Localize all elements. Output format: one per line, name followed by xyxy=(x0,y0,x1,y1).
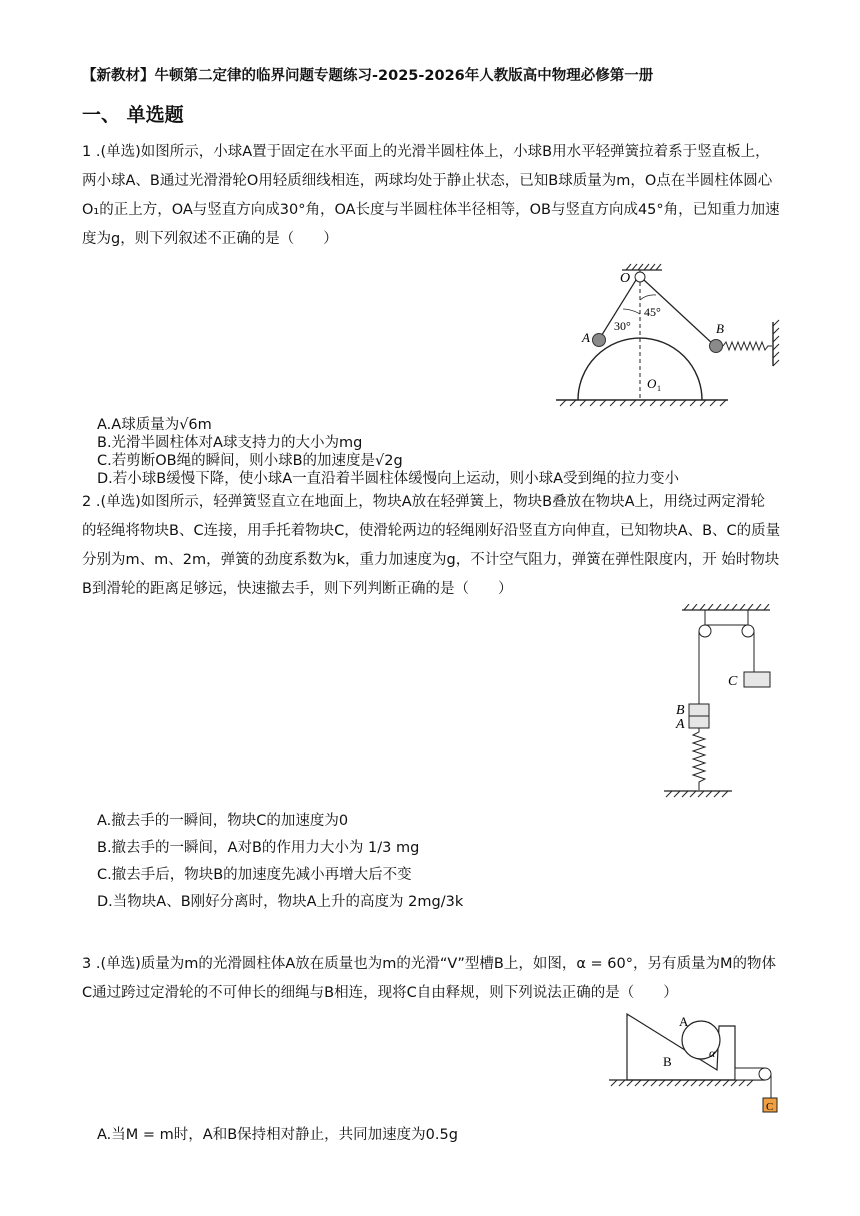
label-b: B xyxy=(716,321,724,336)
document-title: 【新教材】牛顿第二定律的临界问题专题练习-2025-2026年人教版高中物理必修第一册 xyxy=(82,68,654,84)
block-a xyxy=(689,716,709,728)
question-2-figure xyxy=(660,604,780,804)
block-c xyxy=(744,672,770,687)
option-1a[interactable]: A.A球质量为√6m xyxy=(97,417,212,433)
question-3-stem: 3 .(单选)质量为m的光滑圆柱体A放在质量也为m的光滑“V”型槽B上，如图，α = 60°，另有质量为M的物体C通过跨过定滑轮的不可伸长的细绳与B相连，现将C自由释规，则下列说法正确的是（ ） xyxy=(82,956,776,1001)
label-o: O xyxy=(620,271,631,286)
label-o1-subscript: 1 xyxy=(657,384,661,393)
option-3a[interactable]: A.当M = m时，A和B保持相对静止，共同加速度为0.5g xyxy=(97,1127,458,1143)
ball-a xyxy=(593,334,606,347)
question-1-figure xyxy=(552,262,784,410)
pulley xyxy=(759,1068,771,1080)
question-3-options xyxy=(97,1122,458,1149)
block-b xyxy=(689,704,709,716)
label-angle-45: 45° xyxy=(644,305,661,319)
question-2-stem: 2 .(单选)如图所示，轻弹簧竖直立在地面上，物块A放在轻弹簧上，物块B叠放在物块A上，用绕过两定滑轮 的轻绳将物块B、C连接，用手托着物块C，使滑轮两边的轻绳刚好沿竖直方向伸直，已知物块A、B、C的质量分别为m、m、2m，弹簧的劲度系数为k，重力加速度为g，不计空气阻力，弹簧在弹性限度内，开 始时物块B到滑轮的距离足够远，快速撤去手，则下列判断正确的是（ ） xyxy=(82,494,781,597)
label-angle-30: 30° xyxy=(614,319,631,333)
question-3-figure xyxy=(605,1010,783,1116)
option-2d[interactable]: D.当物块A、B刚好分离时，物块A上升的高度为 2mg/3k xyxy=(97,894,464,910)
option-2c[interactable]: C.撤去手后，物块B的加速度先减小再增大后不变 xyxy=(97,867,412,883)
pulley-left xyxy=(699,625,711,637)
section-heading: 一、 单选题 xyxy=(82,104,184,126)
label-b: B xyxy=(663,1054,672,1069)
label-c: C xyxy=(766,1101,774,1113)
label-a: A xyxy=(676,717,685,732)
label-a: A xyxy=(582,330,590,345)
option-2b[interactable]: B.撤去手的一瞬间，A对B的作用力大小为 1/3 mg xyxy=(97,840,420,856)
question-1-options xyxy=(97,416,679,488)
spring xyxy=(723,342,772,350)
option-2a[interactable]: A.撤去手的一瞬间，物块C的加速度为0 xyxy=(97,813,349,829)
label-o1: O xyxy=(647,376,657,391)
option-1b[interactable]: B.光滑半圆柱体对A球支持力的大小为mg xyxy=(97,435,363,451)
spring xyxy=(693,728,705,790)
label-b: B xyxy=(676,703,685,718)
option-1c[interactable]: C.若剪断OB绳的瞬间，则小球B的加速度是√2g xyxy=(97,453,403,469)
label-alpha: α xyxy=(709,1046,716,1060)
label-a: A xyxy=(679,1014,689,1029)
question-1-stem: 1 .(单选)如图所示，小球A置于固定在水平面上的光滑半圆柱体上，小球B用水平轻弹簧拉着系于竖直板上，两小球A、B通过光滑滑轮O用轻质细线相连，两球均处于静止状态，已知B球质量为m，O点在半圆柱体圆心O₁的正上方，OA与竖直方向成30°角，OA长度与半圆柱体半径相等，OB与竖直方向成45°角，已知重力加速度为g，则下列叙述不正确的是（ ） xyxy=(82,144,780,247)
option-1d[interactable]: D.若小球B缓慢下降，使小球A一直沿着半圆柱体缓慢向上运动，则小球A受到绳的拉力变小 xyxy=(97,471,680,487)
ball-b xyxy=(710,340,723,353)
pulley-right xyxy=(742,625,754,637)
question-2-options xyxy=(97,808,463,916)
label-c: C xyxy=(728,674,738,689)
pulley-o xyxy=(635,272,645,282)
